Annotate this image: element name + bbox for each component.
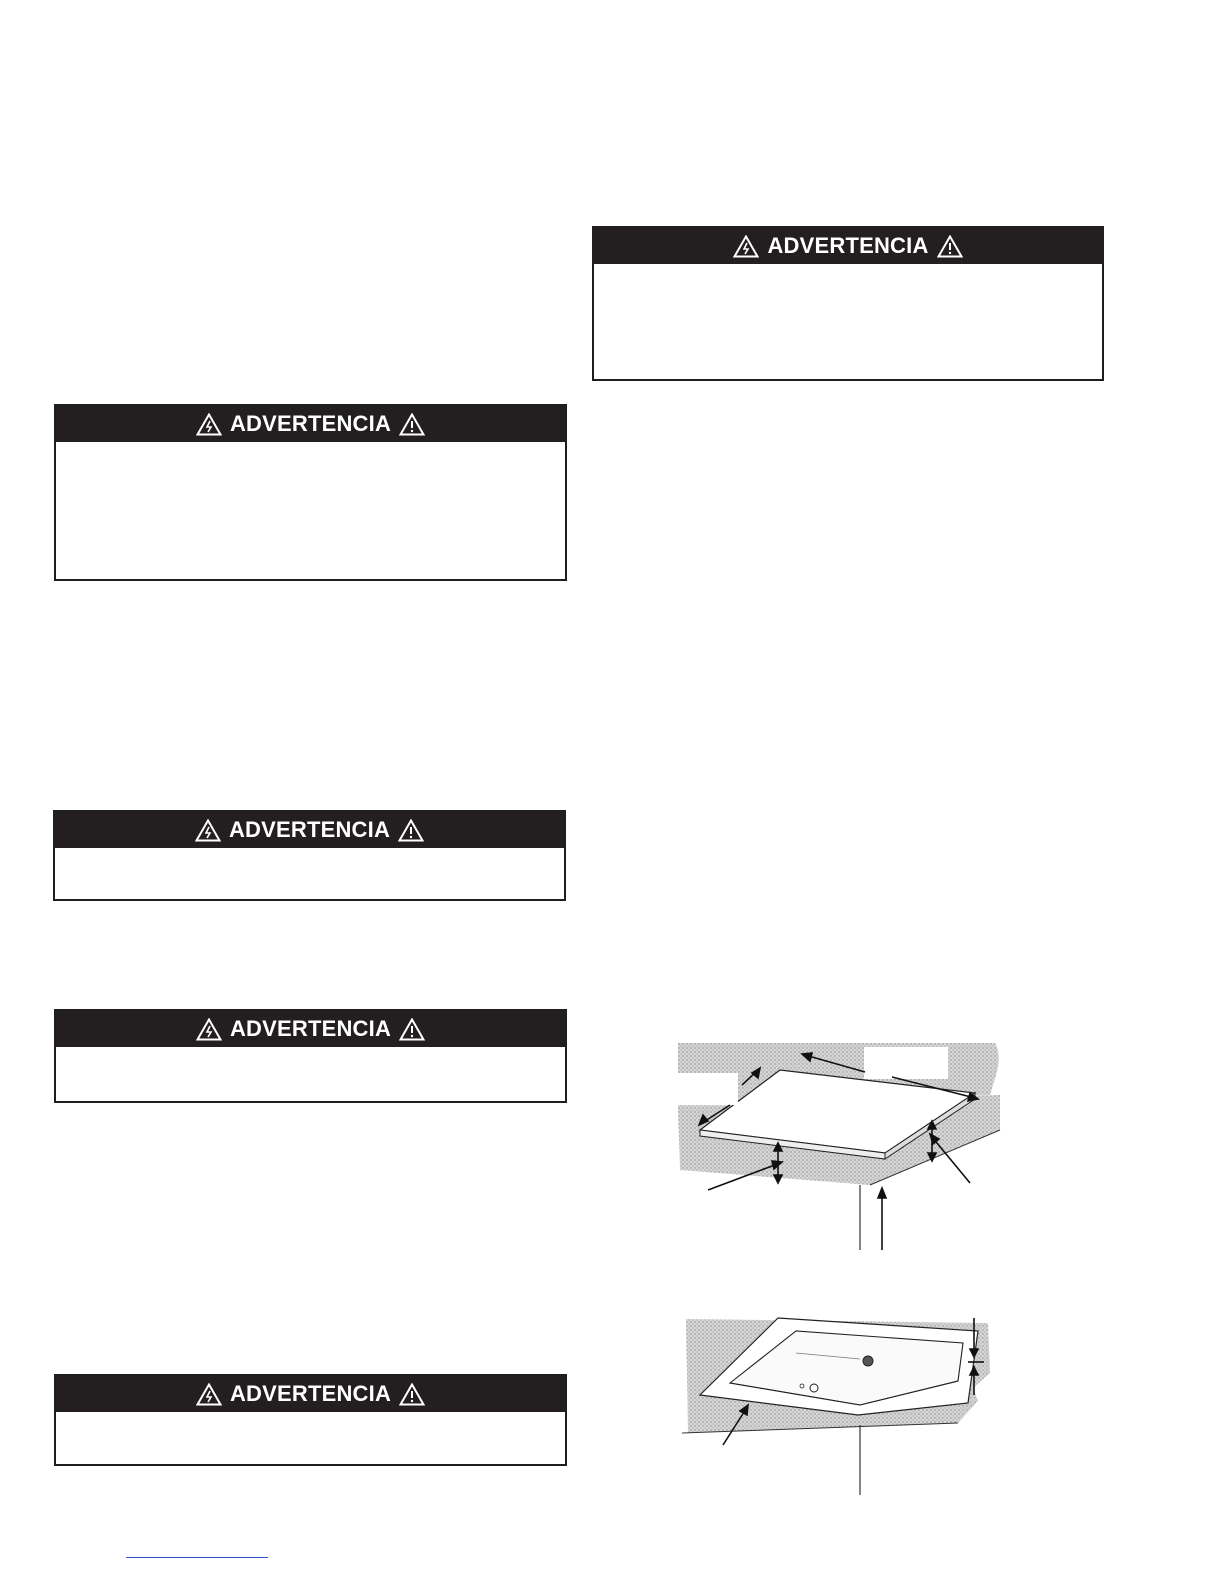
warning-box-left-3: [54, 1009, 567, 1103]
warning-banner: [56, 1011, 565, 1047]
warning-title: ADVERTENCIA: [228, 817, 391, 842]
warning-box-left-4: [54, 1374, 567, 1466]
warning-banner: [56, 1376, 565, 1412]
warning-banner: [594, 228, 1102, 264]
warning-title: ADVERTENCIA: [229, 1381, 392, 1406]
warning-title: ADVERTENCIA: [229, 411, 392, 436]
warning-triangle-electric-icon: [196, 1018, 222, 1041]
warning-triangle-electric-icon: [195, 819, 221, 842]
footer-link-underline[interactable]: [126, 1557, 268, 1558]
warning-title: ADVERTENCIA: [229, 1016, 392, 1041]
warning-triangle-icon: [937, 235, 963, 258]
warning-triangle-icon: [399, 1018, 425, 1041]
warning-banner: [55, 812, 564, 848]
warning-triangle-icon: [399, 1383, 425, 1406]
warning-triangle-electric-icon: [733, 235, 759, 258]
warning-box-left-1: [54, 404, 567, 581]
warning-triangle-icon: [398, 819, 424, 842]
warning-triangle-icon: [399, 413, 425, 436]
warning-triangle-electric-icon: [196, 413, 222, 436]
warning-banner: [56, 406, 565, 442]
warning-triangle-electric-icon: [196, 1383, 222, 1406]
warning-box-right-top: [592, 226, 1104, 381]
pad-installation-figure: [670, 1035, 1010, 1260]
warning-box-left-2: [53, 810, 566, 901]
warning-title: ADVERTENCIA: [767, 233, 929, 258]
unit-on-pad-figure: [678, 1313, 998, 1498]
